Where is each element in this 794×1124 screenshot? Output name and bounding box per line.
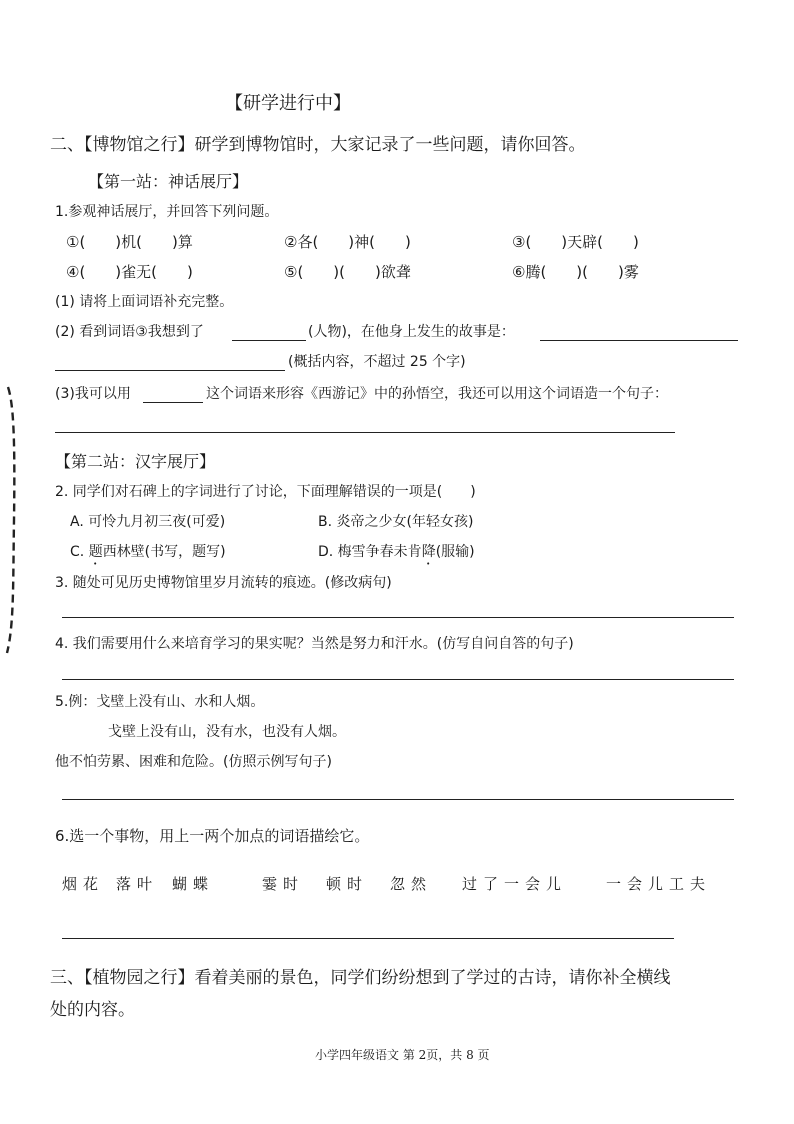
station1-title: 【第一站：神话展厅】 [88, 172, 249, 191]
sub-question-3-rest: 这个词语来形容《西游记》中的孙悟空，我还可以用这个词语造一个句子： [206, 386, 668, 402]
question-1: 1.参观神话展厅，并回答下列问题。 [55, 204, 279, 220]
word-option-dotted: 忽然 [390, 875, 433, 893]
option-d: D. 梅雪争春未肯降(服输) [318, 544, 475, 560]
word-option: 蝴蝶 [172, 875, 215, 893]
answer-blank-word[interactable] [143, 402, 203, 403]
answer-line-q6[interactable] [62, 938, 674, 939]
answer-line-q3[interactable] [62, 617, 734, 618]
question-3: 3. 随处可见历史博物馆里岁月流转的痕迹。(修改病句) [55, 575, 392, 591]
option-b: B. 炎帝之少女(年轻女孩) [318, 514, 474, 530]
word-option-dotted: 一会儿工夫 [606, 875, 712, 893]
sub-question-1: (1) 请将上面词语补充完整。 [55, 294, 234, 310]
idiom-6: ⑥腾( )( )雾 [512, 263, 639, 281]
page-footer: 小学四年级语文 第 2页，共 8 页 [315, 1048, 490, 1062]
question-6: 6.选一个事物，用上一两个加点的词语描绘它。 [55, 827, 370, 845]
sub-question-2-mid: (人物)，在他身上发生的故事是： [308, 324, 515, 340]
answer-line-sentence[interactable] [55, 432, 675, 433]
sub-question-2-note: (概括内容，不超过 25 个字) [288, 354, 466, 370]
answer-blank-story-2[interactable] [55, 370, 285, 371]
answer-line-q5[interactable] [62, 799, 734, 800]
word-option-dotted: 顿时 [326, 875, 369, 893]
question-4: 4. 我们需要用什么来培育学习的果实呢？当然是努力和汗水。(仿写自问自答的句子) [55, 636, 574, 652]
question-2: 2. 同学们对石碑上的字词进行了讨论，下面理解错误的一项是( ) [55, 484, 476, 500]
idiom-4: ④( )雀无( ) [66, 263, 193, 281]
section3-heading-line1: 三、【植物园之行】看着美丽的景色，同学们纷纷想到了学过的古诗，请你补全横线 [50, 968, 671, 988]
answer-blank-character[interactable] [232, 340, 306, 341]
idiom-1: ①( )机( )算 [66, 233, 193, 251]
option-c: C. 题西林壁(书写，题写) [70, 544, 226, 560]
binding-dashed-line [4, 385, 18, 657]
idiom-2: ②各( )神( ) [284, 233, 411, 251]
sub-question-2-start: (2) 看到词语③我想到了 [55, 324, 204, 340]
question-5-intro: 5.例：戈壁上没有山、水和人烟。 [55, 694, 265, 710]
word-option: 烟花 [62, 875, 105, 893]
station2-title: 【第二站：汉字展厅】 [55, 452, 216, 471]
section2-heading: 二、【博物馆之行】研学到博物馆时，大家记录了一些问题，请你回答。 [50, 135, 586, 155]
answer-blank-story-1[interactable] [540, 340, 738, 341]
word-option-dotted: 过了一会儿 [462, 875, 568, 893]
answer-line-q4[interactable] [62, 679, 734, 680]
question-5-task: 他不怕劳累、困难和危险。(仿照示例写句子) [55, 754, 332, 770]
idiom-3: ③( )天辟( ) [512, 233, 639, 251]
idiom-5: ⑤( )( )欲聋 [284, 263, 411, 281]
sub-question-3-start: (3)我可以用 [55, 386, 131, 402]
word-option: 落叶 [116, 875, 159, 893]
page-title: 【研学进行中】 [225, 93, 351, 114]
word-option-dotted: 霎时 [262, 875, 305, 893]
section3-heading-line2: 处的内容。 [50, 1000, 135, 1020]
option-a: A. 可怜九月初三夜(可爱) [70, 514, 226, 530]
question-5-example: 戈壁上没有山，没有水，也没有人烟。 [108, 724, 346, 740]
